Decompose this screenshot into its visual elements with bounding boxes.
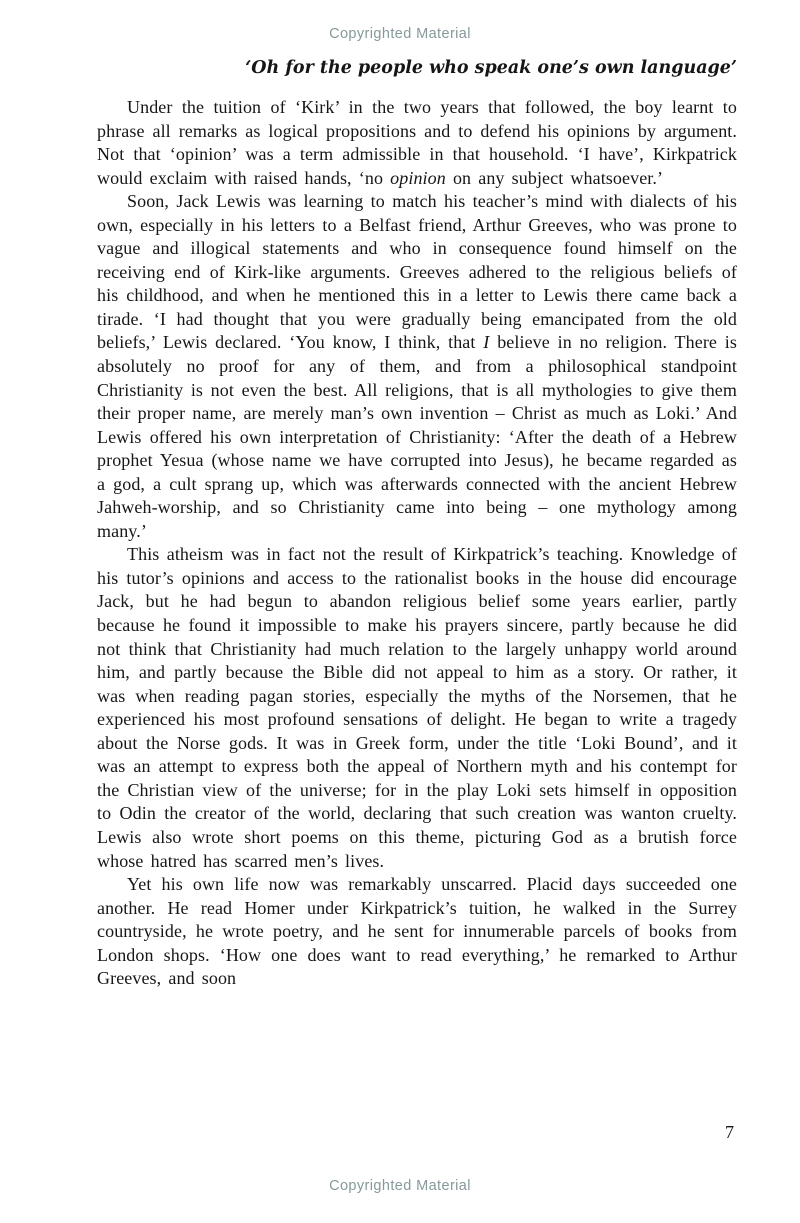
paragraph-1-text: Under the tuition of ‘Kirk’ in the two years that followed, the boy learnt to phrase all remarks as logical propositions and to defend his opinions by argument. Not that ‘opinion’ was a term admissible in that household. ‘I have’, Kirkpatrick would exclaim with raised hands, ‘no [97,97,737,188]
paragraph-2-italic-word: I [483,332,490,353]
paragraph-1-italic-word: opinion [390,167,446,188]
paragraph-4 [97,873,737,991]
paragraph-4-text: Yet his own life now was remarkably unscarred. Placid days succeeded one another. He read Homer under Kirkpatrick’s tuition, he walked in the Surrey countryside, he wrote poetry, and he sent for innumerable parcels of books from London shops. ‘How one does want to read everything,’ he remarked to Arthur Greeves, and soon [97,874,737,989]
paragraph-2-text-end: believe in no religion. There is absolutely no proof for any of them, and from a philosophical standpoint Christianity is not even the best. All religions, that is all mythologies to give them their proper name, are merely man’s own invention – Christ as much as Loki.’ And Lewis offered his own interpretation of Christianity: ‘After the death of a Hebrew prophet Yesua (whose name we have corrupted into Jesus), he became regarded as a god, a cult sprang up, which was afterwards connected with the ancient Hebrew Jahweh-worship, and so Christianity came into being – one mythology among many.’ [97,332,738,541]
copyright-watermark-top: Copyrighted Material [329,26,471,42]
copyright-watermark-bottom: Copyrighted Material [329,1178,471,1194]
paragraph-3 [97,543,737,873]
paragraph-2 [97,190,737,543]
paragraph-1-text-end: on any subject whatsoever.’ [445,167,664,188]
page-number: 7 [725,1122,734,1142]
paragraph-1 [97,96,737,190]
paragraph-3-text: This atheism was in fact not the result of Kirkpatrick’s teaching. Knowledge of his tutor’s opinions and access to the rationalist books in the house did encourage Jack, but he had begun to abandon religious belief some years earlier, partly because he found it impossible to make his prayers sincere, partly because he did not think that Christianity had much relation to the largely unhappy world around him, and partly because the Bible did not appeal to him as a story. Or rather, it was when reading pagan stories, especially the myths of the Norsemen, that he experienced his most profound sensations of delight. He began to write a tragedy about the Norse gods. It was in Greek form, under the title ‘Loki Bound’, and it was an attempt to express both the appeal of Northern myth and his contempt for the Christian view of the universe; for in the play Loki sets himself in opposition to Odin the creator of the world, declaring that such creation was wanton cruelty. Lewis also wrote short poems on this theme, picturing God as a brutish force whose hatred has scarred men’s lives. [97,544,737,871]
body-text [97,96,737,991]
paragraph-2-text: Soon, Jack Lewis was learning to match his teacher’s mind with dialects of his own, especially in his letters to a Belfast friend, Arthur Greeves, who was prone to vague and illogical statements and who in consequence found himself on the receiving end of Kirk-like arguments. Greeves adhered to the religious beliefs of his childhood, and when he mentioned this in a letter to Lewis there came back a tirade. ‘I had thought that you were gradually being emancipated from the old beliefs,’ Lewis declared. ‘You know, I think, that [97,191,737,353]
chapter-epigraph: ‘Oh for the people who speak one’s own language’ [245,58,737,78]
